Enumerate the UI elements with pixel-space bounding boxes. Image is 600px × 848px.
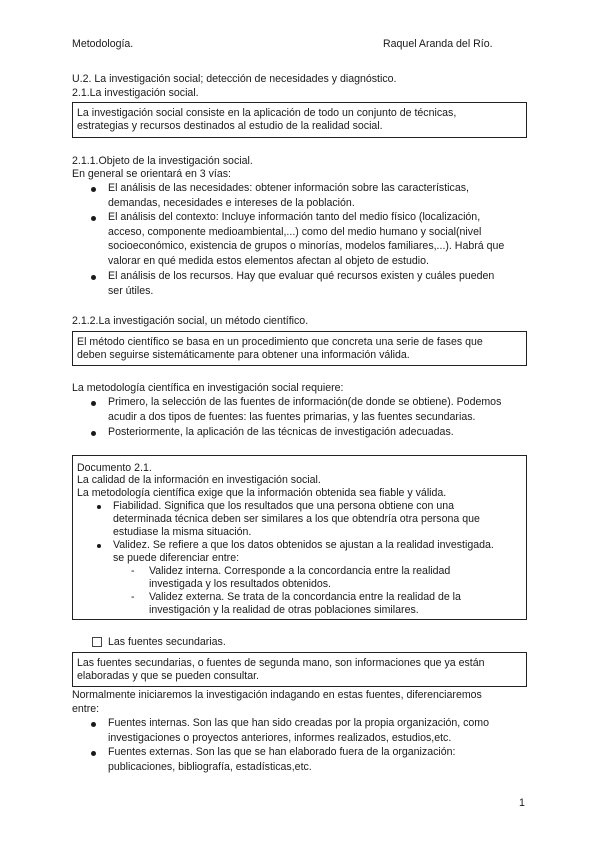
page-number: 1: [519, 797, 525, 809]
header-left: Metodología.: [72, 38, 134, 50]
box-line: El método científico se basa en un procedimiento que concreta una serie de fases que: [77, 336, 483, 348]
section-2-1-2-title: 2.1.2.La investigación social, un método científico.: [72, 315, 309, 327]
sub-item-line: investigada y los resultados obtenidos.: [149, 578, 331, 590]
list-item-line: Fiabilidad. Significa que los resultados que una persona obtiene con una: [113, 500, 455, 512]
list-item-line: Validez. Se refiere a que los datos obtenidos se ajustan a la realidad investigada.: [113, 539, 494, 551]
section-2-1-1-title: 2.1.1.Objeto de la investigación social.: [72, 155, 253, 167]
definition-box: [72, 102, 527, 138]
box-line: estrategias y recursos destinados al estudio de la realidad social.: [77, 120, 383, 132]
box-line: deben seguirse sistemáticamente para obtener una información válida.: [77, 349, 410, 361]
list-item-line: valorar en qué medida estos elementos afectan al objeto de estudio.: [108, 255, 429, 267]
bullet-icon: [91, 216, 96, 221]
list-item-line: acceso, componente medioambiental,...) como del medio humano y social(nivel: [108, 226, 482, 238]
list-item-line: socioeconómico, existencia de grupos o minorías, modelos familiares,...). Habrá que: [108, 240, 505, 252]
bullet-icon: [91, 401, 96, 406]
bullet-icon: [97, 544, 101, 548]
normalmente-line: entre:: [72, 703, 100, 715]
dash-icon: -: [131, 591, 135, 603]
sub-item-line: Validez externa. Se trata de la concordancia entre la realidad de la: [149, 591, 461, 603]
list-item-line: Fuentes internas. Son las que han sido creadas por la propia organización, como: [108, 717, 490, 729]
list-item-line: estudiase la misma situación.: [113, 526, 252, 538]
box-line: Las fuentes secundarias, o fuentes de segunda mano, son informaciones que ya están: [77, 657, 485, 669]
list-item-line: publicaciones, bibliografía, estadísticas,etc.: [108, 761, 312, 773]
bullet-icon: [91, 187, 96, 192]
bullet-icon: [91, 751, 96, 756]
bullet-icon: [91, 431, 96, 436]
header-right: Raquel Aranda del Río.: [383, 38, 493, 50]
bullet-icon: [91, 722, 96, 727]
documento-subtitle: La calidad de la información en investigación social.: [77, 474, 321, 486]
sub-item-line: investigación y la realidad de otras poblaciones similares.: [149, 604, 419, 616]
list-item-line: Fuentes externas. Son las que se han elaborado fuera de la organización:: [108, 746, 456, 758]
list-item-line: determinada técnica deben ser similares a los que obtendría otra persona que: [113, 513, 480, 525]
list-item-line: se puede diferenciar entre:: [113, 552, 240, 564]
documento-box: [72, 455, 527, 620]
method-box: [72, 331, 527, 366]
fuentes-box: [72, 652, 527, 687]
section-2-1-title: 2.1.La investigación social.: [72, 87, 199, 99]
list-item-line: investigaciones o proyectos anteriores, informes realizados, estudios,etc.: [108, 732, 452, 744]
bullet-icon: [91, 275, 96, 280]
checkbox-icon[interactable]: [92, 637, 102, 647]
bullet-icon: [97, 505, 101, 509]
list-item-line: El análisis de las necesidades: obtener información sobre las características,: [108, 182, 469, 194]
sub-item-line: Validez interna. Corresponde a la concordancia entre la realidad: [149, 565, 451, 577]
intro-vias: En general se orientará en 3 vías:: [72, 168, 232, 180]
box-line: elaboradas y que se pueden consultar.: [77, 670, 259, 682]
dash-icon: -: [131, 565, 135, 577]
list-item-line: El análisis del contexto: Incluye información tanto del medio físico (localización,: [108, 211, 481, 223]
list-item-line: El análisis de los recursos. Hay que evaluar qué recursos existen y cuáles pueden: [108, 270, 495, 282]
documento-title: Documento 2.1.: [77, 462, 152, 474]
unit-title: U.2. La investigación social; detección de necesidades y diagnóstico.: [72, 73, 397, 85]
list-item-line: Posteriormente, la aplicación de las técnicas de investigación adecuadas.: [108, 426, 454, 438]
list-item-line: acudir a dos tipos de fuentes: las fuentes primarias, y las fuentes secundarias.: [108, 411, 476, 423]
documento-intro: La metodología científica exige que la información obtenida sea fiable y válida.: [77, 487, 447, 499]
list-item-line: Primero, la selección de las fuentes de información(de donde se obtiene). Podemos: [108, 396, 502, 408]
box-line: La investigación social consiste en la aplicación de todo un conjunto de técnicas,: [77, 107, 457, 119]
normalmente-line: Normalmente iniciaremos la investigación indagando en estas fuentes, diferenciaremos: [72, 689, 482, 701]
requiere-text: La metodología científica en investigación social requiere:: [72, 382, 344, 394]
list-item-line: demandas, necesidades e intereses de la población.: [108, 197, 355, 209]
fuentes-title: Las fuentes secundarias.: [108, 636, 226, 648]
list-item-line: ser útiles.: [108, 285, 154, 297]
